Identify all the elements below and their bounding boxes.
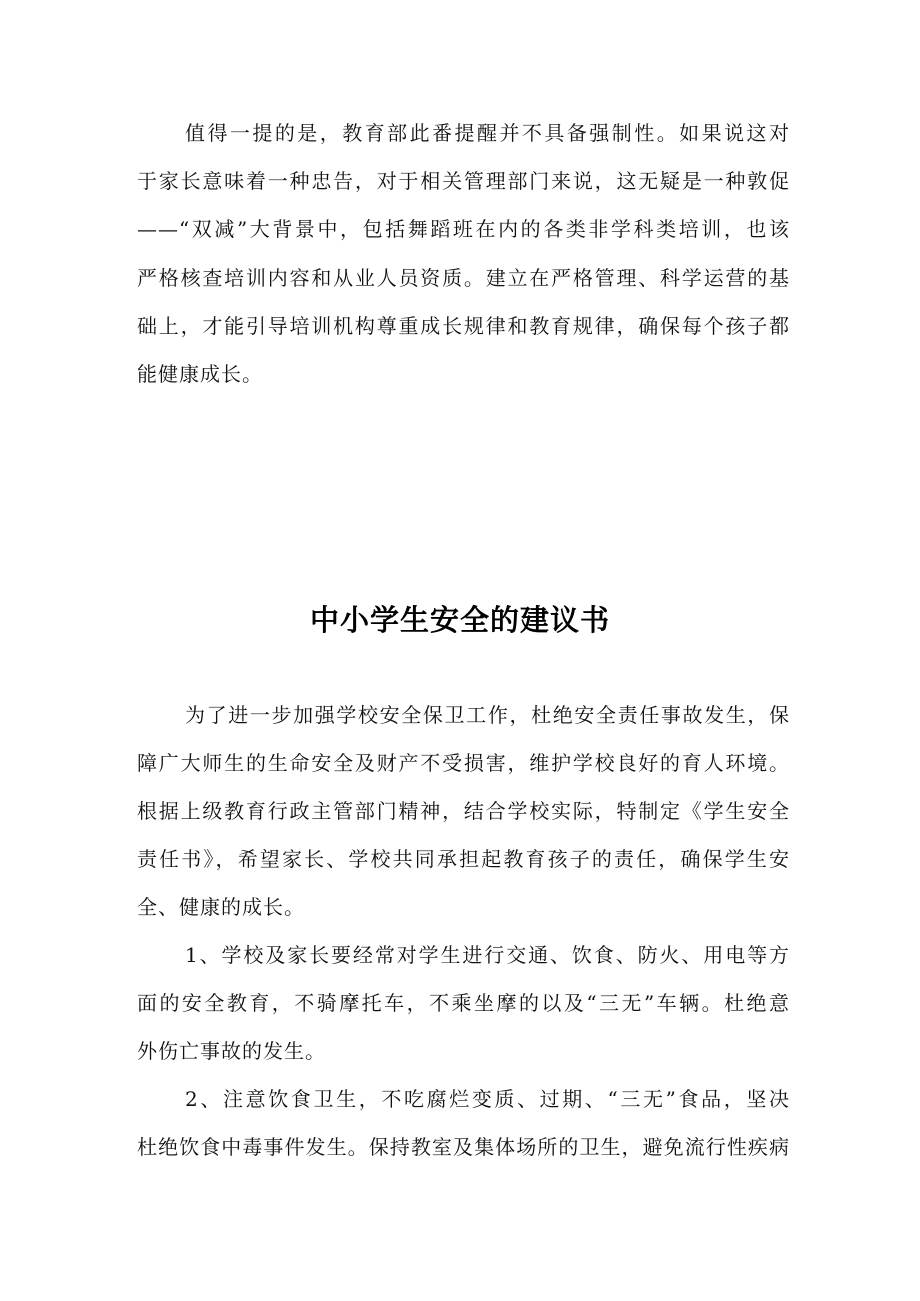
paragraph-line: 全、健康的成长。 xyxy=(137,895,305,919)
paragraph-intro xyxy=(137,691,790,931)
document-title: 中小学生安全的建议书 xyxy=(309,603,610,637)
paragraph-line: 严格核查培训内容和从业人员资质。建立在严格管理、科学运营的基 xyxy=(137,265,790,290)
paragraph-line: 础上，才能引导培训机构尊重成长规律和教育规律，确保每个孩子都 xyxy=(137,313,790,338)
document-body xyxy=(137,691,790,1171)
paragraph-line: 外伤亡事故的发生。 xyxy=(137,1039,326,1063)
paragraph-item-2 xyxy=(137,1075,790,1171)
paragraph-line: 1、学校及家长要经常对学生进行交通、饮食、防火、用电等方 xyxy=(185,943,790,967)
paragraph-double-reduction xyxy=(137,109,790,398)
paragraph-item-1 xyxy=(137,931,790,1075)
paragraph-line: 杜绝饮食中毒事件发生。保持教室及集体场所的卫生，避免流行性疾病 xyxy=(137,1135,790,1159)
paragraph-line: 于家长意味着一种忠告，对于相关管理部门来说，这无疑是一种敦促 xyxy=(137,169,790,194)
paragraph-line: 2、注意饮食卫生，不吃腐烂变质、过期、“三无”食品，坚决 xyxy=(185,1087,790,1111)
paragraph-line: 值得一提的是，教育部此番提醒并不具备强制性。如果说这对 xyxy=(185,121,790,145)
paragraph-line: 为了进一步加强学校安全保卫工作，杜绝安全责任事故发生，保 xyxy=(185,703,790,727)
paragraph-line: 能健康成长。 xyxy=(137,361,263,386)
paragraph-line: 面的安全教育，不骑摩托车，不乘坐摩的以及“三无”车辆。杜绝意 xyxy=(137,991,790,1015)
paragraph-line: 障广大师生的生命安全及财产不受损害，维护学校良好的育人环境。 xyxy=(137,751,790,775)
paragraph-line: 根据上级教育行政主管部门精神，结合学校实际，特制定《学生安全 xyxy=(137,799,790,823)
paragraph-line: ——“双减”大背景中，包括舞蹈班在内的各类非学科类培训，也该 xyxy=(137,217,790,242)
paragraph-line: 责任书》，希望家长、学校共同承担起教育孩子的责任，确保学生安 xyxy=(137,847,790,871)
